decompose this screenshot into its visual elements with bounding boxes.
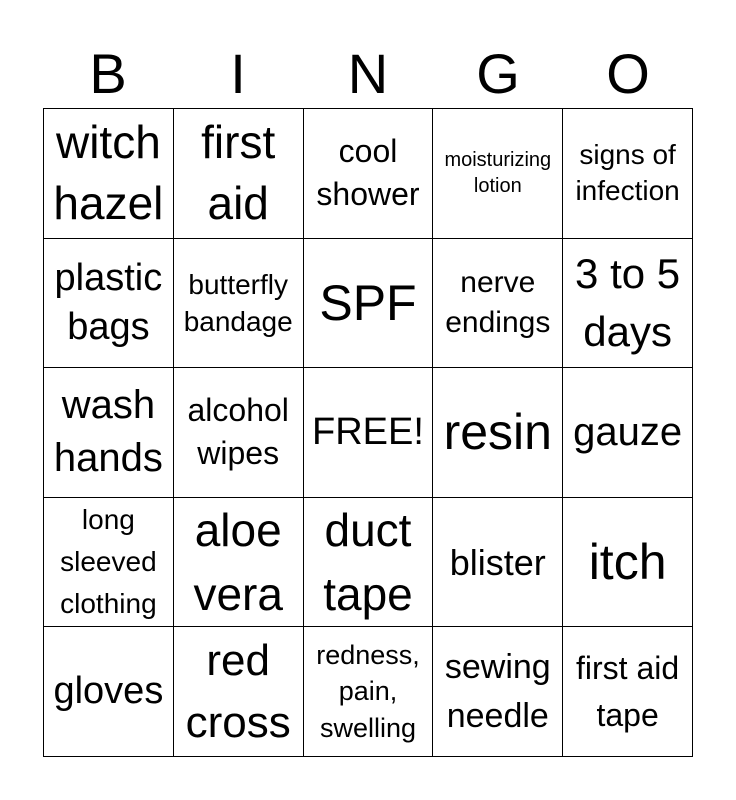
cell-label: sewing needle (444, 648, 551, 735)
cell-label: nerve endings (445, 266, 551, 339)
cell-label: gloves (53, 669, 164, 712)
bingo-header (43, 40, 693, 108)
header-letter-g: G (476, 42, 520, 105)
cell-label: blister (449, 541, 546, 583)
cell-label: cool shower (316, 133, 420, 213)
bingo-cell[interactable] (44, 498, 174, 628)
bingo-cell[interactable] (44, 627, 174, 757)
bingo-cell[interactable] (44, 368, 174, 498)
bingo-cell[interactable] (304, 498, 434, 628)
bingo-cell[interactable] (433, 627, 563, 757)
header-letter-n: N (347, 42, 389, 105)
bingo-cell[interactable] (563, 368, 693, 498)
cell-label: aloe vera (193, 503, 283, 621)
cell-label: 3 to 5 days (575, 249, 681, 355)
bingo-cell[interactable] (174, 109, 304, 239)
bingo-cell[interactable] (304, 239, 434, 369)
bingo-cell[interactable] (174, 498, 304, 628)
bingo-cell[interactable] (563, 498, 693, 628)
bingo-cell[interactable] (174, 627, 304, 757)
bingo-cell[interactable] (433, 109, 563, 239)
bingo-cell[interactable] (304, 627, 434, 757)
free-space-cell[interactable] (304, 368, 434, 498)
bingo-cell[interactable] (433, 239, 563, 369)
cell-label: gauze (573, 410, 683, 455)
bingo-cell[interactable] (174, 368, 304, 498)
cell-label: redness, pain, swelling (316, 640, 420, 743)
bingo-cell[interactable] (563, 109, 693, 239)
header-letter-b: B (89, 42, 127, 105)
bingo-cell[interactable] (304, 109, 434, 239)
bingo-cell[interactable] (563, 239, 693, 369)
cell-label: signs of infection (575, 138, 680, 207)
bingo-cell[interactable] (44, 109, 174, 239)
cell-label: witch hazel (53, 116, 164, 230)
cell-label: plastic bags (54, 256, 163, 348)
cell-label: duct tape (323, 503, 413, 621)
bingo-cell[interactable] (433, 498, 563, 628)
cell-label: butterfly bandage (183, 268, 293, 337)
cell-label: long sleeved clothing (60, 504, 157, 620)
cell-label: alcohol wipes (187, 392, 289, 472)
bingo-cell[interactable] (433, 368, 563, 498)
bingo-cell[interactable] (563, 627, 693, 757)
cell-label: first aid (201, 116, 276, 230)
cell-label: itch (588, 534, 667, 591)
cell-label: first aid tape (576, 650, 680, 733)
header-letter-o: O (606, 42, 650, 105)
cell-label: SPF (319, 274, 417, 331)
bingo-cell[interactable] (44, 239, 174, 369)
bingo-cell[interactable] (174, 239, 304, 369)
cell-label: red cross (185, 636, 291, 747)
free-space-label: FREE! (312, 410, 424, 453)
header-letter-i: I (230, 42, 246, 105)
cell-label: moisturizing lotion (444, 149, 552, 198)
cell-label: resin (443, 404, 552, 461)
cell-label: wash hands (53, 383, 163, 481)
bingo-card (43, 108, 693, 757)
